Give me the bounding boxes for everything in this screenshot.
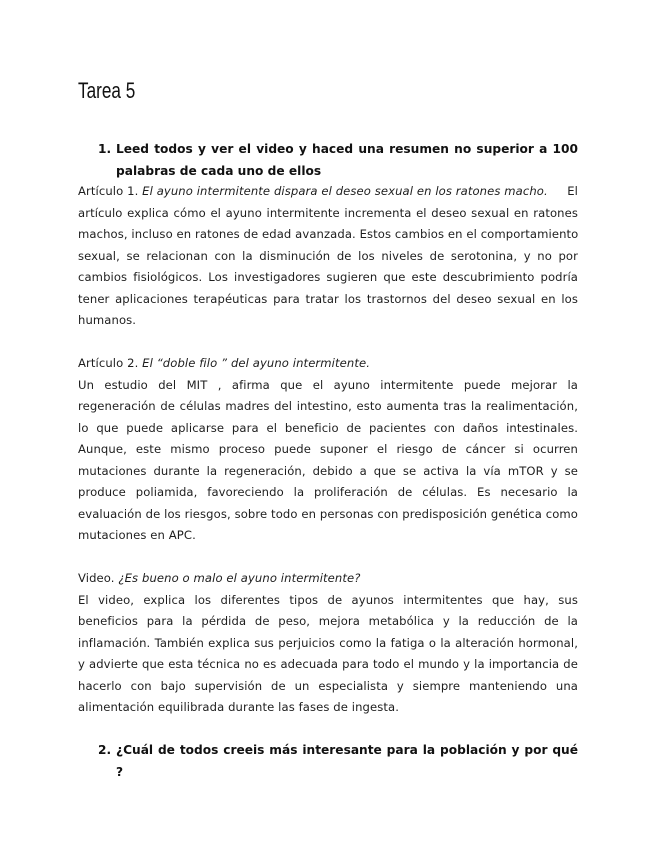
article-1-line-3: sexual, se relacionan con la disminución de los niveles de serotonina, y no por <box>78 248 578 263</box>
video-line-5: alimentación equilibrada durante las fases de ingesta. <box>78 700 400 714</box>
article-2-line-5: produce poliamida, favoreciendo la proliferación de células. Es necesario la <box>78 485 578 499</box>
video-line-2: inflamación. También explica sus perjuicios como la fatiga o la alteración hormonal, <box>78 635 578 650</box>
video-line-0: El video, explica los diferentes tipos de ayunos intermitentes que hay, sus <box>78 592 578 607</box>
article-1-heading: El ayuno intermitente dispara el deseo sexual en los ratones macho. <box>142 184 548 198</box>
article-2-line-0: Un estudio del MIT , afirma que el ayuno intermitente puede mejorar la <box>78 377 578 392</box>
question-1-number: 1. <box>98 142 112 156</box>
page-title: Tarea 5 <box>78 78 136 103</box>
article-1-heading-line <box>78 181 578 203</box>
article-1-line-2: machos, incluso en ratones de edad avanzada. Estos cambios en el comportamiento <box>78 227 579 241</box>
video-label: Video. <box>78 571 115 585</box>
article-1-line-6: humanos. <box>78 313 137 327</box>
question-1-text: Leed todos y ver el video y haced una resumen no superior a 100 palabras de cada uno de ellos <box>116 142 578 178</box>
article-2-line-2: lo que puede aplicarse para el beneficio de pacientes con daños intestinales. <box>78 420 578 435</box>
article-1-label: Artículo 1. <box>78 184 139 198</box>
article-1-line-1: artículo explica cómo el ayuno intermitente incrementa el deseo sexual en ratones <box>78 205 578 220</box>
article-2-line-1: regeneración de células madres del intestino, esto aumenta tras la realimentación, <box>78 399 578 413</box>
video-line-3: y advierte que esta técnica no es adecuada para todo el mundo y la importancia de <box>78 657 578 671</box>
video-line-4: hacerlo con bajo supervisión de un especialista y siempre manteniendo una <box>78 678 578 693</box>
video-line-1: beneficios para la pérdida de peso, mejora metabólica y la reducción de la <box>78 614 578 628</box>
question-1 <box>78 139 578 182</box>
article-2-heading: El “doble filo ” del ayuno intermitente. <box>142 356 370 370</box>
video-heading: ¿Es bueno o malo el ayuno intermitente? <box>118 571 361 585</box>
article-1-line-5: tener aplicaciones terapéuticas para tratar los trastornos del deseo sexual en los <box>78 291 578 306</box>
article-2-section <box>78 353 578 547</box>
article-2-line-6: evaluación de los riesgos, sobre todo en personas con predisposición genética como <box>78 506 578 521</box>
article-2-line-4: mutaciones durante la regeneración, debido a que se activa la vía mTOR y se <box>78 463 578 478</box>
article-1-line-4: cambios fisiológicos. Los investigadores sugieren que este descubrimiento podría <box>78 270 578 284</box>
article-2-line-3: Aunque, este mismo proceso puede suponer el riesgo de cáncer si ocurren <box>78 442 578 456</box>
question-2-number: 2. <box>98 743 112 757</box>
article-1-line-0: El <box>567 184 578 198</box>
video-section <box>78 568 578 719</box>
article-2-label: Artículo 2. <box>78 356 139 370</box>
video-heading-line <box>78 568 578 590</box>
question-2 <box>78 740 578 783</box>
article-2-line-7: mutaciones en APC. <box>78 528 196 542</box>
question-2-text: ¿Cuál de todos creeis más interesante para la población y por qué ? <box>116 743 578 779</box>
article-1-section <box>78 181 578 332</box>
article-2-heading-line <box>78 353 578 375</box>
